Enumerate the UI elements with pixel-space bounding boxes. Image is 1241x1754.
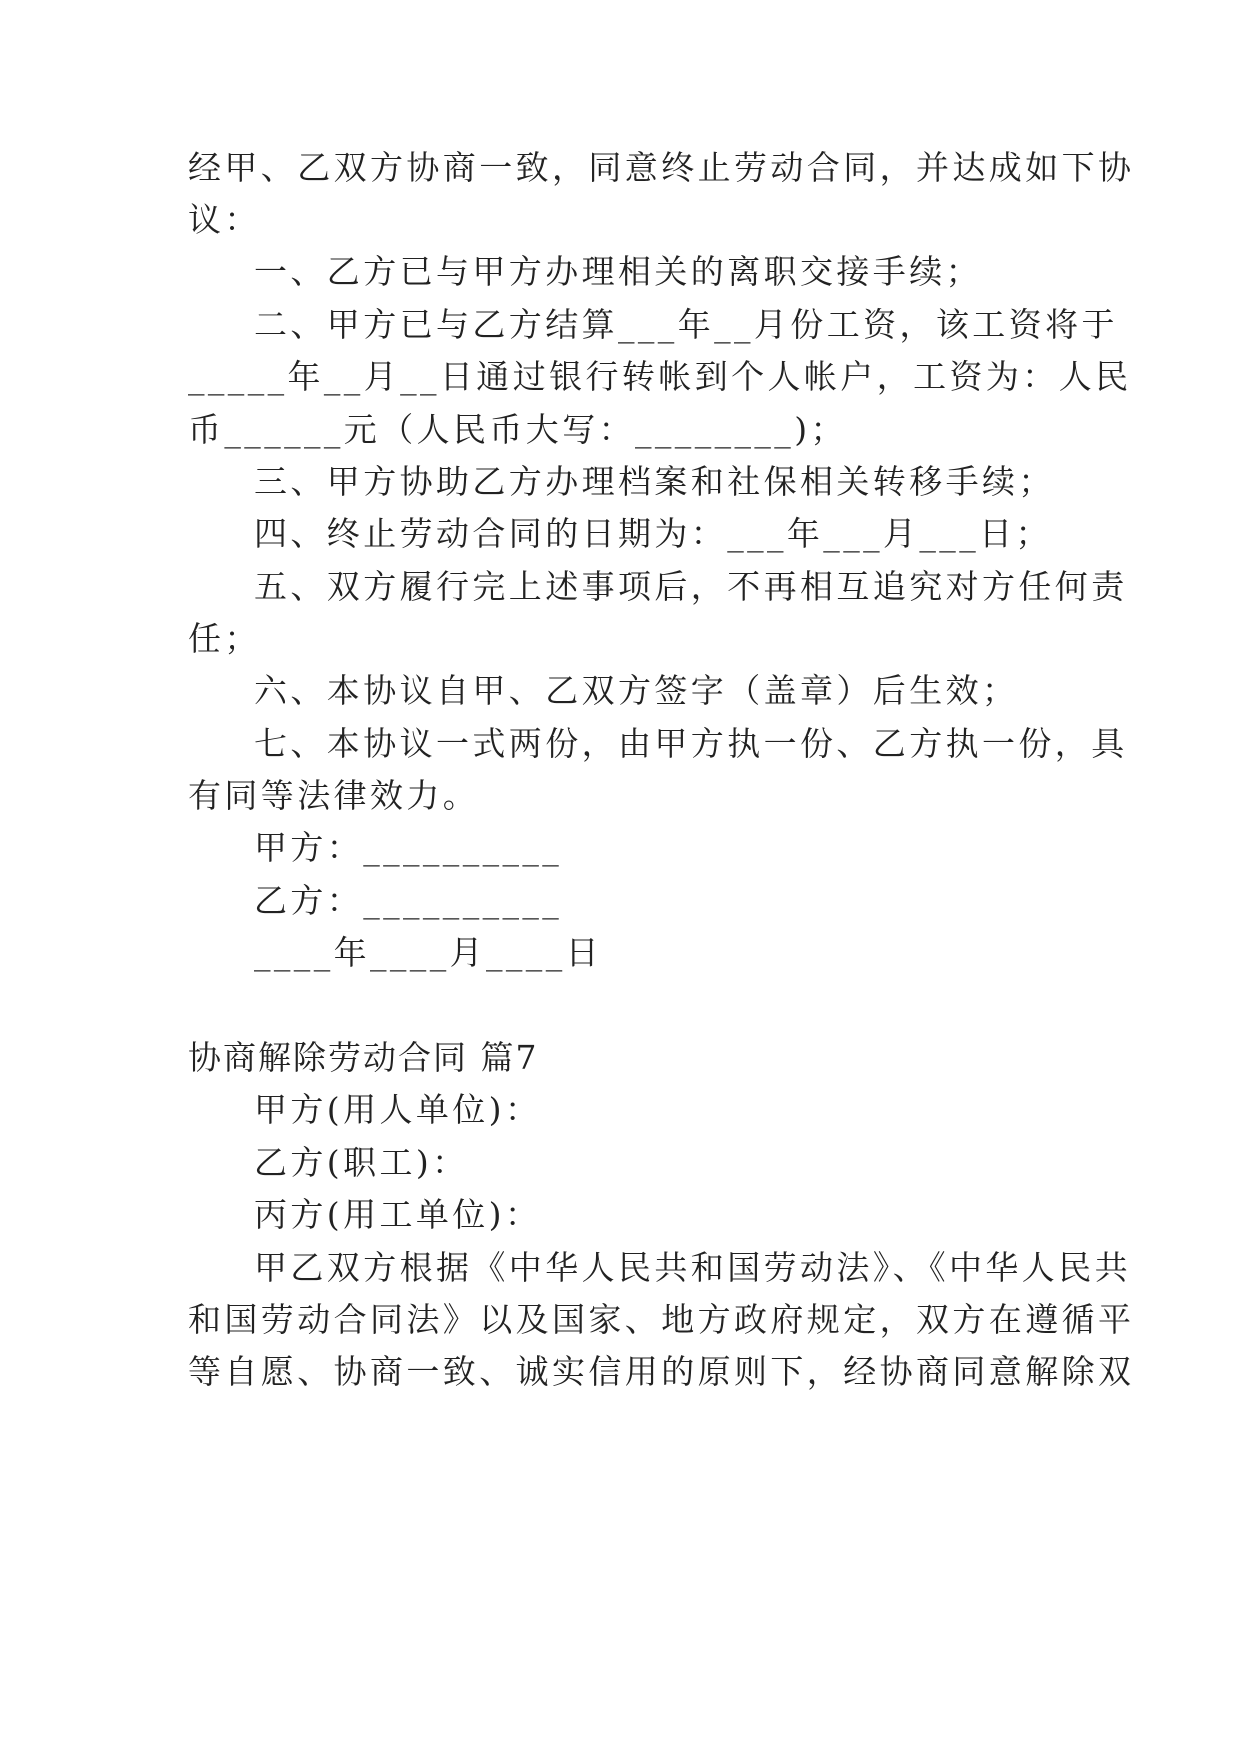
clause-2: 二、甲方已与乙方结算___年__月份工资，该工资将于 <box>254 305 1118 344</box>
clause-7: 七、本协议一式两份，由甲方执一份、乙方执一份，具 <box>254 724 1128 763</box>
clause-3: 三、甲方协助乙方办理档案和社保相关转移手续； <box>254 462 1055 501</box>
paragraph-line: 币______元（人民币大写：________)； <box>188 410 847 449</box>
paragraph-line: 等自愿、协商一致、诚实信用的原则下，经协商同意解除双 <box>188 1352 1135 1391</box>
clause-1: 一、乙方已与甲方办理相关的离职交接手续； <box>254 252 982 291</box>
signature-date: ____年____月____日 <box>254 933 602 972</box>
paragraph-line: 和国劳动合同法》以及国家、地方政府规定，双方在遵循平 <box>188 1300 1135 1339</box>
paragraph-line: 有同等法律效力。 <box>188 776 480 815</box>
clause-5: 五、双方履行完上述事项后，不再相互追究对方任何责 <box>254 567 1128 606</box>
paragraph-line: 经甲、乙双方协商一致，同意终止劳动合同，并达成如下协 <box>188 148 1135 187</box>
party-a-label: 甲方(用人单位)： <box>254 1090 542 1129</box>
paragraph-line: _____年__月__日通过银行转帐到个人帐户，工资为：人民 <box>188 357 1132 396</box>
clause-4: 四、终止劳动合同的日期为：___年___月___日； <box>254 514 1052 553</box>
party-a-signature: 甲方：__________ <box>254 828 563 867</box>
party-c-label: 丙方(用工单位)： <box>254 1195 542 1234</box>
paragraph-line: 任； <box>188 619 261 658</box>
party-b-label: 乙方(职工)： <box>254 1143 469 1182</box>
paragraph-line: 甲乙双方根据《中华人民共和国劳动法》、《中华人民共 <box>254 1248 1131 1287</box>
party-b-signature: 乙方：__________ <box>254 881 563 920</box>
paragraph-line: 议： <box>188 200 261 239</box>
clause-6: 六、本协议自甲、乙双方签字（盖章）后生效； <box>254 671 1019 710</box>
section-title: 协商解除劳动合同 篇7 <box>188 1038 539 1077</box>
